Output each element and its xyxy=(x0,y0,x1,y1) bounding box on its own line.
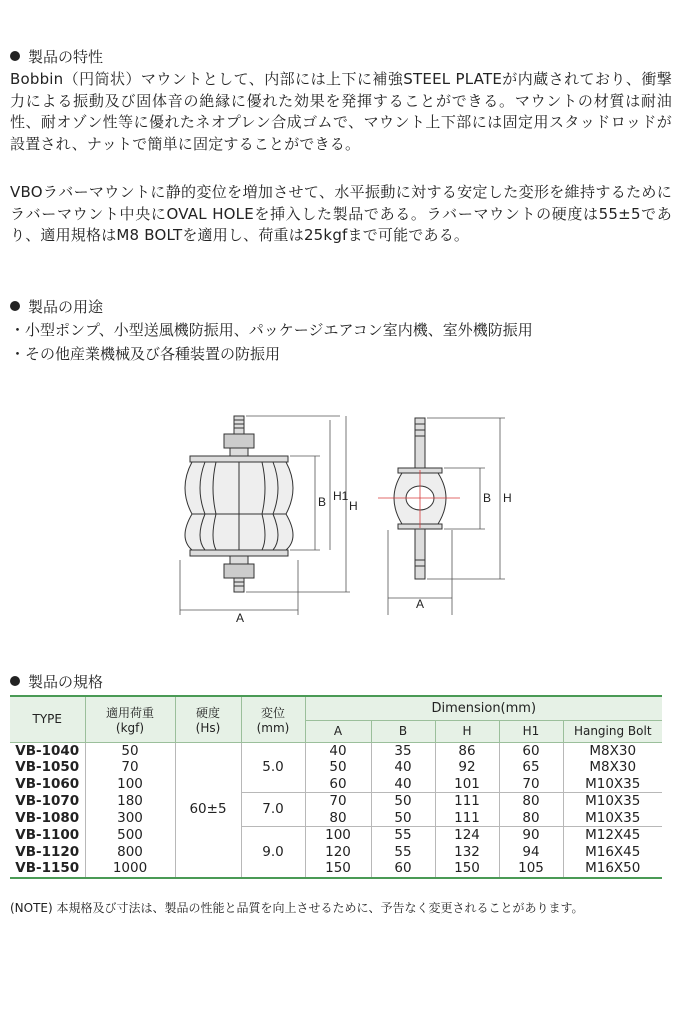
table-row xyxy=(10,844,662,861)
row-b: 50 xyxy=(371,793,435,810)
row-bolt: M16X45 xyxy=(585,843,641,860)
dim-label-h-front: H xyxy=(349,499,358,513)
row-h: 111 xyxy=(435,810,499,827)
table-row xyxy=(10,742,662,759)
row-h: 101 xyxy=(435,776,499,793)
row-bolt: M8X30 xyxy=(589,759,637,775)
row-load: 500 xyxy=(85,827,175,844)
dim-label-a-front: A xyxy=(236,611,245,625)
bullet-icon xyxy=(10,676,20,686)
row-load: 300 xyxy=(85,810,175,827)
front-view xyxy=(185,416,293,592)
header-h1: H1 xyxy=(499,720,563,742)
row-a: 50 xyxy=(305,759,371,776)
table-row xyxy=(10,793,662,810)
row-h: 111 xyxy=(435,793,499,810)
spec-table xyxy=(10,695,662,879)
dim-label-b-side: B xyxy=(483,491,492,505)
row-type: VB-1150 xyxy=(10,860,85,878)
row-bolt: M16X50 xyxy=(585,860,641,876)
row-h1: 80 xyxy=(499,810,563,827)
dim-label-a-side: A xyxy=(416,597,425,611)
header-hanging-bolt: Hanging Bolt xyxy=(563,720,662,742)
row-type: VB-1080 xyxy=(10,810,85,827)
row-h1: 70 xyxy=(499,776,563,793)
row-load: 800 xyxy=(85,844,175,861)
header-h: H xyxy=(435,720,499,742)
row-type: VB-1050 xyxy=(10,759,85,776)
row-h1: 65 xyxy=(499,759,563,776)
row-h: 150 xyxy=(435,860,499,878)
usage-line-1: ・小型ポンプ、小型送風機防振用、パッケージエアコン室内機、室外機防振用 xyxy=(10,321,533,339)
header-hardness: 硬度 (Hs) xyxy=(175,696,241,742)
row-b: 55 xyxy=(371,844,435,861)
header-displacement: 変位 (mm) xyxy=(241,696,305,742)
displacement-value: 5.0 xyxy=(241,742,305,793)
mount-drawing xyxy=(150,410,530,625)
bullet-icon xyxy=(10,51,20,61)
row-bolt: M10X35 xyxy=(563,810,662,827)
row-load: 50 xyxy=(85,742,175,759)
header-type: TYPE xyxy=(10,696,85,742)
row-type: VB-1070 xyxy=(10,793,85,810)
row-a: 120 xyxy=(305,844,371,861)
features-heading: 製品の特性 xyxy=(10,46,103,67)
specs-heading: 製品の規格 xyxy=(10,671,103,692)
row-b: 55 xyxy=(371,827,435,844)
row-h: 132 xyxy=(435,844,499,861)
header-a: A xyxy=(305,720,371,742)
row-b: 60 xyxy=(371,860,435,878)
row-load: 100 xyxy=(85,776,175,793)
usage-line-2: ・その他産業機械及び各種装置の防振用 xyxy=(10,345,281,363)
row-type: VB-1120 xyxy=(10,844,85,861)
row-b: 35 xyxy=(371,742,435,759)
row-a: 100 xyxy=(305,827,371,844)
row-bolt: M8X30 xyxy=(589,742,637,759)
row-load: 1000 xyxy=(85,860,175,878)
table-row xyxy=(10,810,662,827)
row-h1: 80 xyxy=(499,793,563,810)
row-h1: 105 xyxy=(499,860,563,878)
header-dimension: Dimension(mm) xyxy=(305,696,662,720)
row-a: 80 xyxy=(305,810,371,827)
row-type: VB-1040 xyxy=(10,742,85,759)
row-h: 124 xyxy=(435,827,499,844)
features-paragraph-1: Bobbin（円筒状）マウントとして、内部には上下に補強STEEL PLATEが内蔵されており、衝撃力による振動及び固体音の絶縁に優れた効果を発揮することができる。マウントの材質は耐油性、耐オゾン性等に優れたネオプレン合成ゴムで、マウント上下部には固定用スタッドロッドが設置され、ナットで簡単に固定することができる。 xyxy=(10,70,672,153)
bullet-icon xyxy=(10,301,20,311)
row-h: 86 xyxy=(435,742,499,759)
header-load: 適用荷重 (kgf) xyxy=(85,696,175,742)
row-h1: 60 xyxy=(499,742,563,759)
dim-label-h-side: H xyxy=(503,491,512,505)
hardness-value: 60±5 xyxy=(175,742,241,878)
header-b: B xyxy=(371,720,435,742)
row-a: 40 xyxy=(305,742,371,759)
row-bolt: M10X35 xyxy=(585,793,641,809)
row-bolt: M12X45 xyxy=(585,827,641,843)
spec-note: (NOTE) 本規格及び寸法は、製品の性能と品質を向上させるために、予告なく変更されることがあります。 xyxy=(10,901,584,915)
row-b: 40 xyxy=(371,776,435,793)
row-load: 70 xyxy=(85,759,175,776)
table-row xyxy=(10,759,662,776)
row-type: VB-1100 xyxy=(10,827,85,844)
usage-heading: 製品の用途 xyxy=(10,296,103,317)
row-h: 92 xyxy=(435,759,499,776)
row-b: 40 xyxy=(371,759,435,776)
row-h1: 90 xyxy=(499,827,563,844)
row-a: 70 xyxy=(305,793,371,810)
row-a: 60 xyxy=(305,776,371,793)
row-a: 150 xyxy=(305,860,371,878)
dim-label-b-front: B xyxy=(318,495,327,509)
row-load: 180 xyxy=(85,793,175,810)
table-row xyxy=(10,860,662,878)
row-bolt: M10X35 xyxy=(563,776,662,793)
displacement-value: 7.0 xyxy=(241,793,305,827)
row-b: 50 xyxy=(371,810,435,827)
table-row xyxy=(10,776,662,793)
dim-label-h1: H1 xyxy=(333,489,349,503)
row-h1: 94 xyxy=(499,844,563,861)
row-type: VB-1060 xyxy=(10,776,85,793)
features-paragraph-2: VBOラバーマウントに静的変位を増加させて、水平振動に対する安定した変形を維持するためにラバーマウント中央にOVAL HOLEを挿入した製品である。ラバーマウントの硬度は55±5であり、適用規格はM8 BOLTを適用し、荷重は25kgfまで可能である。 xyxy=(10,183,672,244)
displacement-value: 9.0 xyxy=(241,827,305,878)
table-row xyxy=(10,827,662,844)
